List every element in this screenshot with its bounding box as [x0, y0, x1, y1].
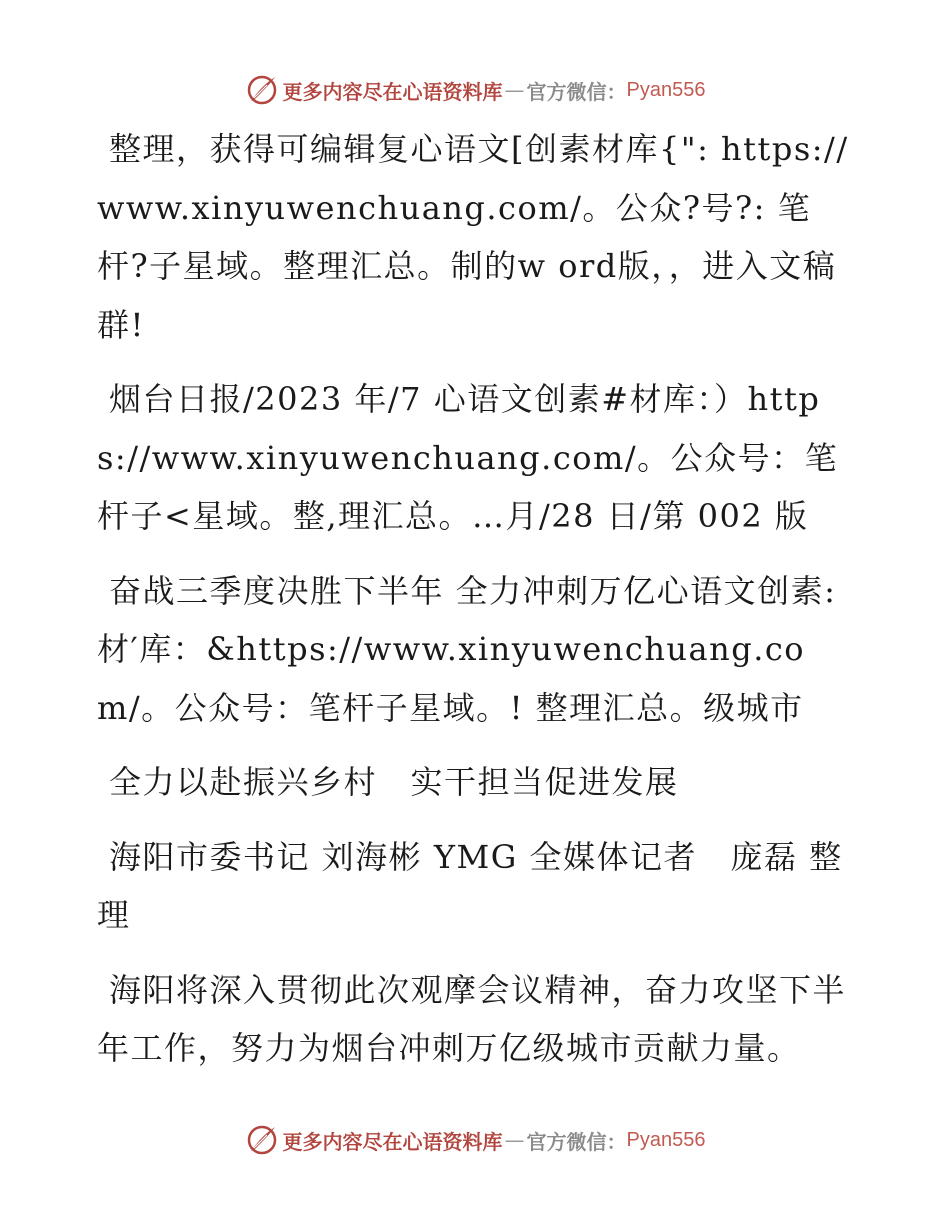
- header-wechat-id: Pyan556: [626, 78, 706, 101]
- quill-logo-icon: [245, 1123, 279, 1157]
- footer-wechat-id: Pyan556: [626, 1128, 706, 1151]
- header-official-label: 官方微信：: [526, 79, 627, 104]
- header-separator: —: [504, 78, 525, 102]
- header-banner: [0, 70, 950, 110]
- paragraph-intro-notice: 整理，获得可编辑复心语文[创素材库{": https://www.xinyuwenchuang.com/。公众?号?: 笔杆?子星域。整理汇总。制的w ord版，，进入文稿群!: [97, 130, 849, 344]
- footer-banner: [0, 1120, 950, 1160]
- footer-separator: —: [504, 1128, 525, 1152]
- paragraph-body: 海阳将深入贯彻此次观摩会议精神，奋力攻坚下半年工作，努力为烟台冲刺万亿级城市贡献力量。: [97, 970, 847, 1067]
- footer-slogan: 更多内容尽在心语资料库: [282, 1129, 503, 1154]
- paragraph-subtitle: 全力以赴振兴乡村 实干担当促进发展: [109, 763, 679, 801]
- header-slogan: 更多内容尽在心语资料库: [282, 79, 503, 104]
- quill-logo-icon: [245, 73, 279, 107]
- paragraph-headline: 奋战三季度决胜下半年 全力冲刺万亿心语文创素:材′库：&https://www.xinyuwenchuang.com/。公众号：笔杆子星域。! 整理汇总。级城市: [97, 571, 837, 727]
- paragraph-byline: 海阳市委书记 刘海彬 YMG 全媒体记者 庞磊 整理: [97, 837, 843, 934]
- footer-official-label: 官方微信：: [526, 1129, 627, 1154]
- paragraph-source-line: 烟台日报/2023 年/7 心语文创素#材库：）https://www.xinyuwenchuang.com/。公众号：笔杆子<星域。整,理汇总。…月/28 日/第 002 版: [97, 380, 839, 535]
- document-body: [97, 120, 857, 1094]
